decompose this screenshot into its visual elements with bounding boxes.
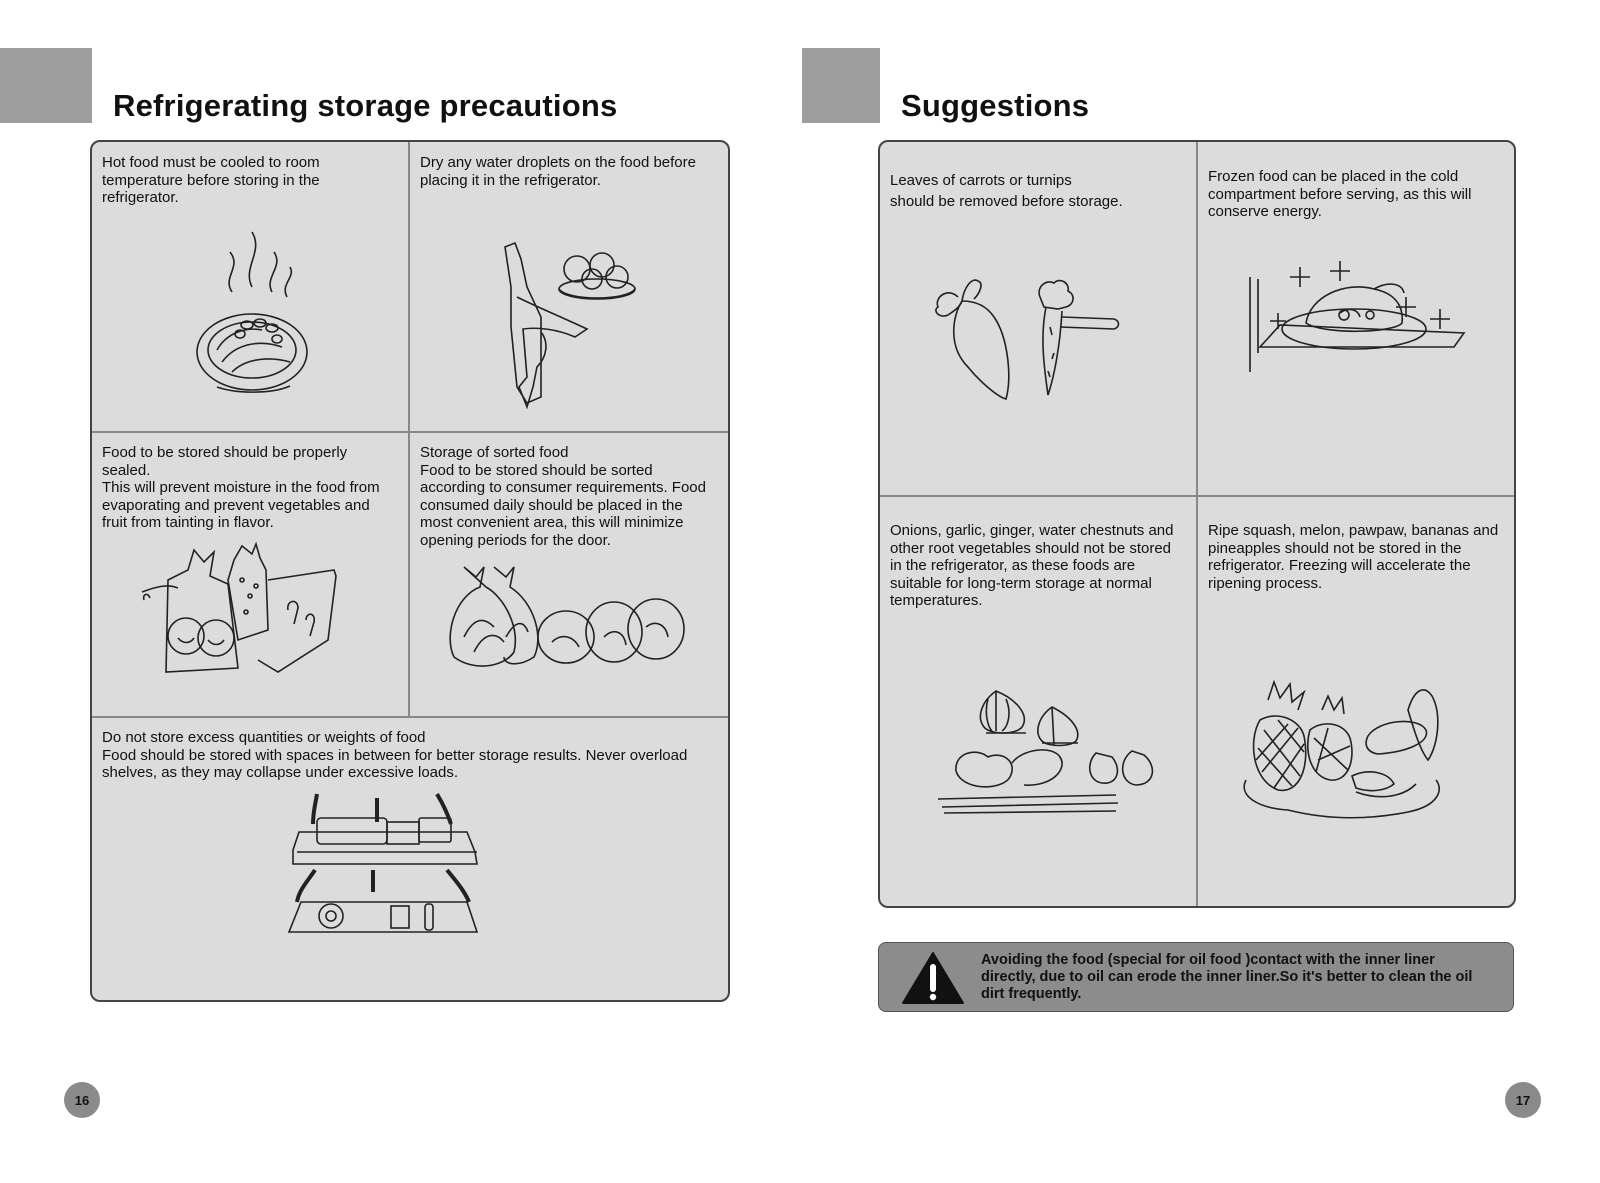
sorted-food-icon	[444, 557, 689, 672]
precautions-panel	[90, 140, 730, 1002]
warning-triangle-icon	[901, 951, 965, 1010]
suggestion-text: Leaves of carrots or turnips should be removed before storage.	[890, 172, 1123, 210]
precaution-text: Hot food must be cooled to room temperature before storing in the refrigerator.	[102, 154, 320, 206]
root-vegetables-icon	[932, 687, 1172, 817]
left-section-tab	[0, 48, 92, 123]
precaution-text: Do not store excess quantities or weights of food Food should be stored with spaces in between for better storage results. Never overload shelves, as they may collapse under excessive loads.	[102, 729, 688, 781]
precaution-text: Dry any water droplets on the food before placing it in the refrigerator.	[420, 154, 696, 189]
right-page-title: Suggestions	[901, 88, 1090, 123]
warning-text: Avoiding the food (special for oil food )contact with the inner liner directly, due to oil can erode the inner liner.So it's better to clean the oil dirt frequently.	[981, 952, 1473, 1002]
shelf-airflow-icon	[287, 792, 487, 942]
right-section-tab	[802, 48, 880, 123]
left-page-title: Refrigerating storage precautions	[113, 88, 618, 123]
tropical-fruit-icon	[1238, 680, 1468, 830]
steaming-bowl-icon	[192, 222, 312, 412]
sealed-bags-icon	[138, 540, 348, 680]
frozen-chicken-icon	[1244, 257, 1474, 387]
suggestion-text: Onions, garlic, ginger, water chestnuts and other root vegetables should not be stored in the refrigerator, as these foods are suitable for long-term storage at normal temperatures.	[890, 522, 1174, 609]
right-page-number: 17	[1505, 1082, 1541, 1118]
warning-banner	[878, 942, 1514, 1012]
suggestion-text: Frozen food can be placed in the cold compartment before serving, as this will conserve energy.	[1208, 168, 1472, 220]
turnip-carrot-icon	[928, 267, 1128, 402]
precaution-text: Storage of sorted food Food to be stored should be sorted according to consumer requirements. Food consumed daily should be placed in the most convenient area, this will minimize opening periods for the door.	[420, 444, 706, 549]
suggestion-text: Ripe squash, melon, pawpaw, bananas and pineapples should not be stored in the refrigerator. Freezing will accelerate the ripening process.	[1208, 522, 1499, 592]
left-page-number: 16	[64, 1082, 100, 1118]
wiping-bottle-icon	[497, 237, 647, 417]
suggestions-panel	[878, 140, 1516, 908]
precaution-text: Food to be stored should be properly sealed. This will prevent moisture in the food from evaporating and prevent vegetables and fruit from tainting in flavor.	[102, 444, 380, 531]
